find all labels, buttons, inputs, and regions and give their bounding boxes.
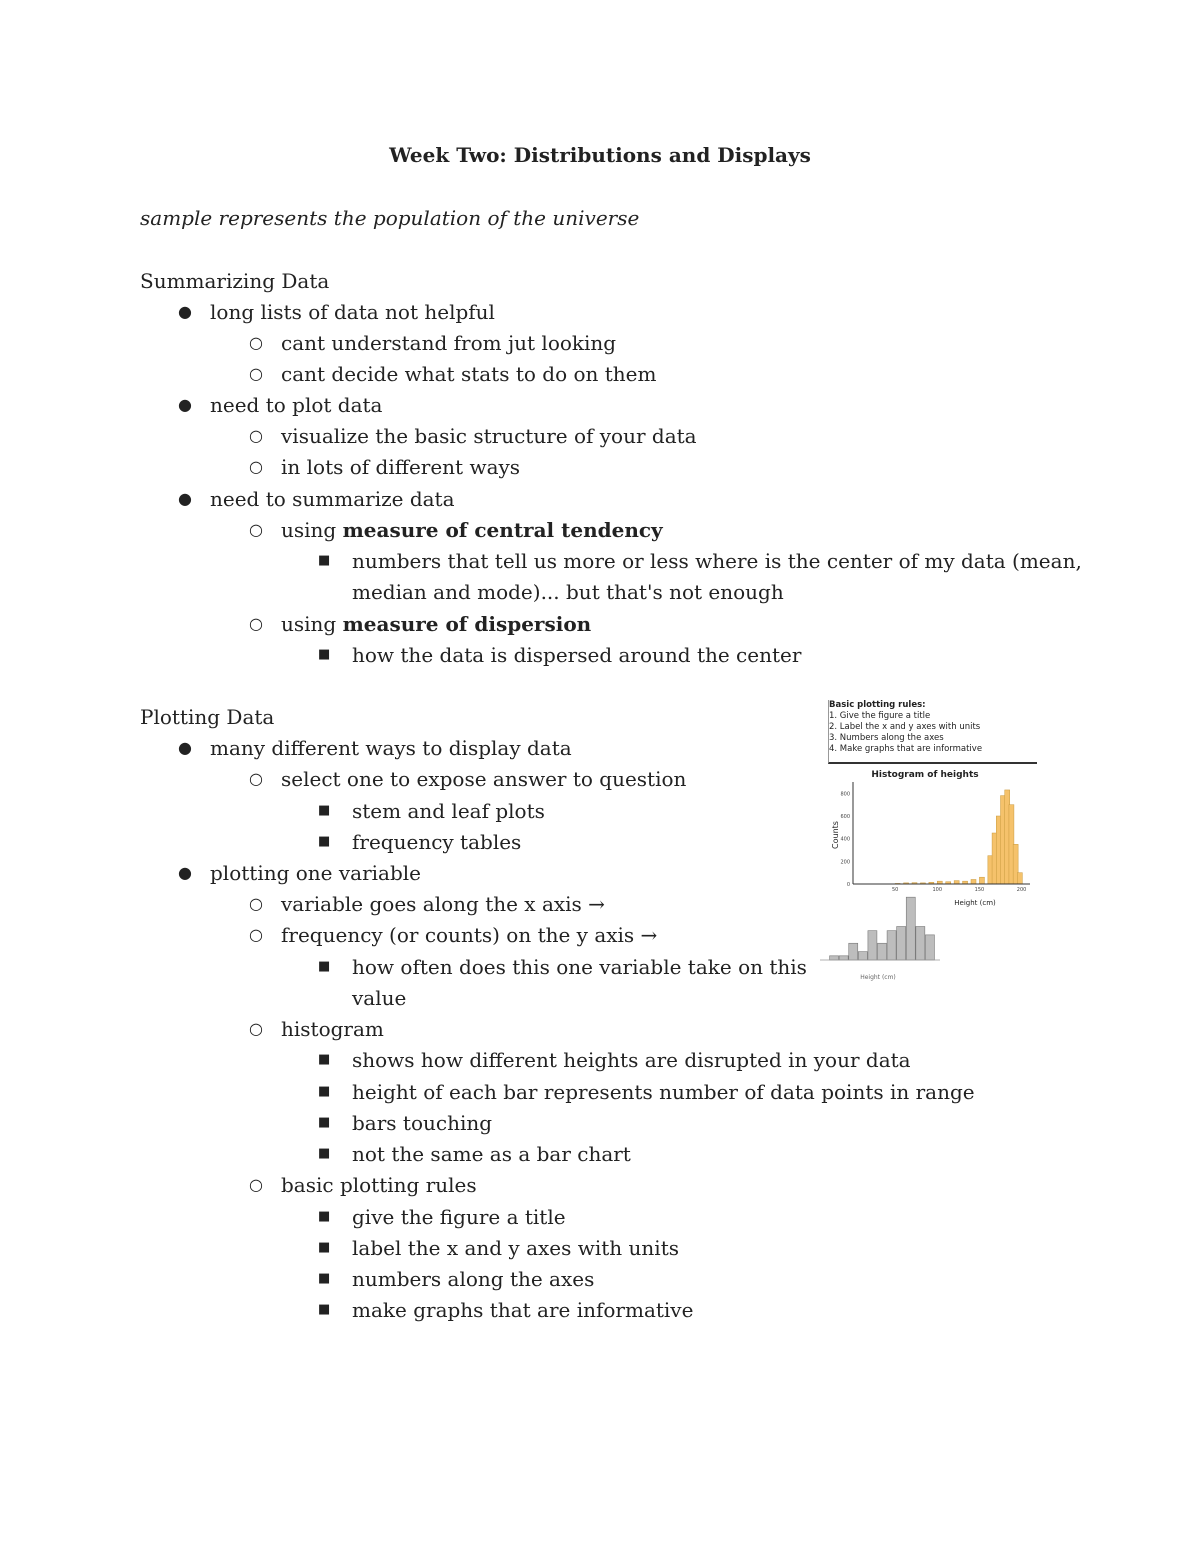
bullet-square: ■	[318, 553, 331, 568]
bullet-square: ■	[318, 1240, 331, 1255]
histogram-bar	[992, 833, 997, 884]
histogram-y-tick: 400	[840, 836, 850, 843]
histogram-bar	[988, 856, 993, 884]
histogram-bar	[895, 883, 900, 884]
bullet-disc: ●	[178, 395, 192, 414]
rule-item: 1. Give the figure a title	[829, 711, 931, 721]
list-item: cant understand from jut looking	[281, 331, 617, 355]
bullet-square: ■	[318, 1302, 331, 1317]
list-item-text: using	[281, 518, 343, 542]
histogram2-bar	[897, 927, 906, 961]
bullet-circle: ○	[249, 364, 263, 383]
histogram-bar	[929, 882, 934, 884]
histogram-y-tick: 600	[840, 814, 850, 820]
histogram-x-label: Height (cm)	[954, 899, 996, 907]
list-item: height of each bar represents number of data points in range	[352, 1080, 975, 1104]
bullet-circle: ○	[249, 1175, 263, 1194]
histogram2-bar	[878, 943, 887, 960]
histogram2-bar	[830, 956, 839, 960]
bullet-circle: ○	[249, 457, 263, 476]
bullet-circle: ○	[249, 614, 263, 633]
histogram2-bar	[916, 927, 925, 961]
rule-item: 3. Numbers along the axes	[829, 733, 944, 743]
bullet-square: ■	[318, 1271, 331, 1286]
histogram-bar	[912, 883, 917, 884]
list-item: give the figure a title	[352, 1205, 566, 1229]
histogram-x-tick: 50	[891, 887, 899, 893]
histogram2-bar	[906, 897, 915, 960]
histogram-bar	[937, 881, 942, 884]
bullet-square: ■	[318, 959, 331, 974]
histogram-bar	[1009, 805, 1014, 884]
histogram-title: Histogram of heights	[871, 770, 979, 780]
bullet-circle: ○	[249, 894, 263, 913]
list-item-text: using	[281, 612, 343, 636]
bullet-circle: ○	[249, 925, 263, 944]
list-item: label the x and y axes with units	[352, 1236, 679, 1260]
list-item: histogram	[281, 1017, 384, 1041]
bullet-square: ■	[318, 1146, 331, 1161]
section-heading-plotting: Plotting Data	[140, 705, 275, 729]
rules-title: Basic plotting rules:	[829, 700, 926, 710]
bullet-circle: ○	[249, 333, 263, 352]
histogram-bar	[904, 883, 909, 884]
bullet-square: ■	[318, 1115, 331, 1130]
list-item: shows how different heights are disrupted in your data	[352, 1048, 911, 1072]
histogram-bar	[946, 882, 951, 884]
histogram-y-label: Counts	[831, 821, 840, 849]
histogram2-bar	[839, 956, 848, 960]
histogram-bar	[1001, 796, 1006, 884]
key-term: measure of dispersion	[342, 612, 592, 636]
list-item: how often does this one variable take on this	[352, 955, 807, 979]
bullet-circle: ○	[249, 1019, 263, 1038]
list-item: in lots of different ways	[281, 455, 521, 479]
histogram2-bar	[849, 943, 858, 960]
histogram2-x-label: Height (cm)	[860, 974, 896, 981]
list-item: stem and leaf plots	[352, 799, 545, 823]
subtitle: sample represents the population of the universe	[140, 206, 640, 230]
histogram-x-tick: 200	[1016, 887, 1027, 893]
list-item: frequency (or counts) on the y axis →	[281, 923, 658, 947]
histogram2-bar	[858, 952, 867, 960]
histogram-bar	[971, 879, 976, 884]
list-item: not the same as a bar chart	[352, 1142, 631, 1166]
bullet-square: ■	[318, 803, 331, 818]
list-item: long lists of data not helpful	[210, 300, 495, 324]
list-item-continuation: median and mode)... but that's not enough	[352, 580, 784, 604]
list-item: variable goes along the x axis →	[281, 892, 605, 916]
list-item: many different ways to display data	[210, 736, 572, 760]
histogram-bar	[1017, 873, 1022, 884]
key-term: measure of central tendency	[342, 518, 663, 542]
list-item	[281, 516, 663, 544]
histogram-bar	[954, 881, 959, 884]
list-item: plotting one variable	[210, 861, 422, 885]
histogram-bar	[979, 877, 984, 884]
bullet-square: ■	[318, 1084, 331, 1099]
plotting-rules-box	[828, 700, 1037, 764]
histogram-y-tick: 200	[840, 859, 850, 866]
list-item: cant decide what stats to do on them	[281, 362, 657, 386]
histogram-bar	[1005, 790, 1010, 884]
list-item	[281, 610, 591, 638]
bullet-circle: ○	[249, 520, 263, 539]
histogram-y-tick: 800	[840, 791, 850, 798]
bullet-disc: ●	[178, 863, 192, 882]
list-item: bars touching	[352, 1111, 493, 1135]
bullet-square: ■	[318, 647, 331, 662]
bullet-square: ■	[318, 1209, 331, 1224]
list-item: select one to expose answer to question	[281, 767, 687, 791]
histogram2-bar	[887, 931, 896, 960]
bullet-circle: ○	[249, 769, 263, 788]
list-item: numbers that tell us more or less where is the center of my data (mean,	[352, 549, 1082, 573]
page-title: Week Two: Distributions and Displays	[389, 143, 811, 167]
list-item: make graphs that are informative	[352, 1298, 694, 1322]
bullet-disc: ●	[178, 302, 192, 321]
rule-item: 4. Make graphs that are informative	[829, 744, 983, 754]
histogram-x-tick: 150	[974, 887, 985, 893]
list-item-continuation: value	[352, 986, 407, 1010]
section-heading-summarizing: Summarizing Data	[140, 269, 330, 293]
histogram-bar	[920, 883, 925, 884]
histogram2-bar	[925, 935, 934, 960]
list-item: need to plot data	[210, 393, 383, 417]
rule-item: 2. Label the x and y axes with units	[829, 722, 981, 732]
histogram-bar	[996, 816, 1001, 884]
list-item: need to summarize data	[210, 487, 455, 511]
bullet-circle: ○	[249, 426, 263, 445]
histogram-y-tick: 0	[846, 882, 850, 888]
list-item: visualize the basic structure of your data	[281, 424, 697, 448]
histogram-x-tick: 100	[932, 887, 943, 893]
histogram-bar	[963, 881, 968, 884]
list-item: numbers along the axes	[352, 1267, 595, 1291]
bullet-square: ■	[318, 1052, 331, 1067]
list-item: frequency tables	[352, 830, 522, 854]
bullet-disc: ●	[178, 738, 192, 757]
list-item: basic plotting rules	[281, 1173, 477, 1197]
bullet-disc: ●	[178, 489, 192, 508]
histogram2-bar	[868, 931, 877, 960]
histogram-bar	[1013, 844, 1018, 884]
bullet-square: ■	[318, 834, 331, 849]
list-item: how the data is dispersed around the center	[352, 643, 802, 667]
